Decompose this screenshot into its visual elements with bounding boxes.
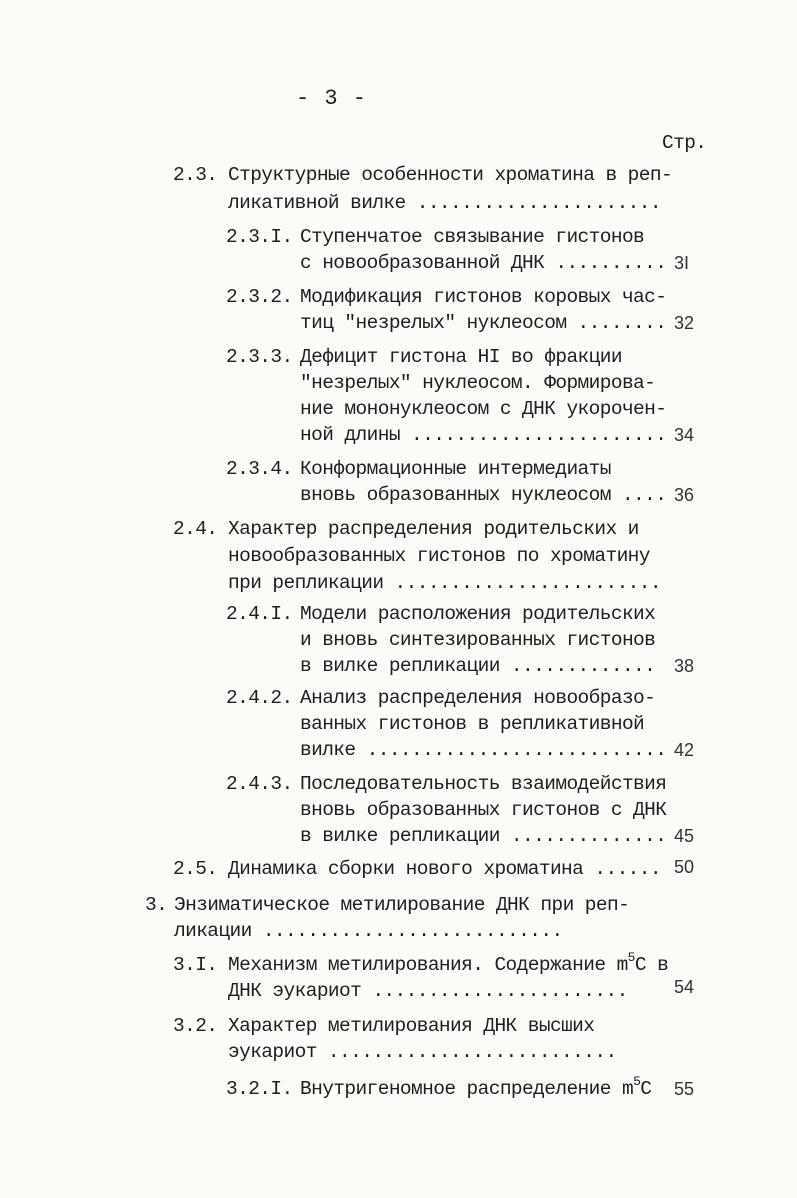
toc-entry-line: Ступенчатое связывание гистонов	[300, 226, 645, 248]
toc-entry-number: 2.3.2.	[226, 286, 293, 308]
toc-entry-line: Динамика сборки нового хроматина ......	[228, 858, 661, 880]
toc-entry-line-text: Внутригеномное распределение m	[300, 1078, 634, 1100]
toc-entry-line: Структурные особенности хроматина в реп-	[228, 164, 673, 186]
superscript: 5	[627, 949, 635, 965]
toc-page-number: 38	[674, 656, 695, 676]
toc-page-number: 50	[674, 857, 695, 877]
toc-entry-line: Характер метилирования ДНК высших	[228, 1015, 595, 1037]
superscript: 5	[633, 1073, 641, 1089]
toc-entry-line: "незрелых" нуклеосом. Формирова-	[300, 372, 656, 394]
toc-entry-line: Энзиматическое метилирование ДНК при реп-	[174, 894, 630, 916]
toc-entry-number: 2.3.I.	[226, 226, 293, 248]
toc-page-number: 32	[674, 313, 695, 333]
toc-page-number: 54	[674, 977, 695, 997]
toc-entry-number: 2.4.	[173, 518, 218, 540]
toc-entry-number: 3.I.	[173, 954, 218, 976]
toc-entry-number: 2.4.2.	[226, 687, 293, 709]
toc-entry-line: в вилке репликации ..............	[300, 825, 667, 847]
toc-entry-line: ликации ...........................	[174, 920, 563, 942]
toc-entry-line: эукариот ..........................	[228, 1041, 617, 1063]
toc-entry-line: ДНК эукариот .......................	[228, 980, 628, 1002]
toc-entry-line: новообразованных гистонов по хроматину	[228, 545, 650, 567]
toc-entry-line	[300, 1073, 652, 1102]
toc-entry-line: вилке ...........................	[300, 739, 667, 761]
toc-entry-line: и вновь синтезированных гистонов	[300, 629, 656, 651]
toc-entry-number: 2.4.I.	[226, 603, 293, 625]
toc-entry-line: тиц "незрелых" нуклеосом ........	[300, 312, 667, 334]
toc-entry-line: Конформационные интермедиаты	[300, 458, 611, 480]
toc-entry-line-tail: C	[640, 1078, 652, 1100]
page-number: - 3 -	[296, 86, 368, 111]
toc-entry-number: 3.	[145, 894, 168, 916]
toc-entry-number: 2.4.3.	[226, 773, 293, 795]
toc-entry-line: Дефицит гистона HI во фракции	[300, 346, 622, 368]
page-column-header: Стр.	[662, 132, 707, 154]
toc-entry-line: Модификация гистонов коровых час-	[300, 286, 667, 308]
toc-entry-number: 2.3.3.	[226, 346, 293, 368]
toc-entry-number: 2.3.	[173, 164, 218, 186]
toc-page-number: 34	[674, 425, 695, 445]
toc-entry-line: Анализ распределения новообразо-	[300, 687, 656, 709]
toc-entry-line: в вилке репликации .............	[300, 655, 656, 677]
toc-entry-line: вновь образованных гистонов с ДНК	[300, 799, 667, 821]
toc-entry-line: Модели расположения родительских	[300, 603, 656, 625]
toc-entry-number: 3.2.	[173, 1015, 218, 1037]
toc-page-number: 45	[674, 826, 695, 846]
toc-entry-line-text: Механизм метилирования. Содержание m	[228, 954, 628, 976]
toc-page-number: 55	[674, 1079, 695, 1099]
toc-page-number: 3I	[674, 253, 690, 273]
toc-entry-line: ликативной вилке ......................	[228, 192, 661, 214]
toc-page-number: 42	[674, 740, 695, 760]
toc-entry-line	[228, 949, 669, 978]
toc-entry-number: 2.3.4.	[226, 458, 293, 480]
toc-entry-line: Последовательность взаимодействия	[300, 773, 667, 795]
toc-entry-number: 3.2.I.	[226, 1078, 293, 1100]
toc-entry-line-tail: C в	[634, 954, 669, 976]
toc-entry-line: с новообразованной ДНК ..........	[300, 252, 667, 274]
toc-entry-line: ние мононуклеосом с ДНК укорочен-	[300, 398, 667, 420]
toc-entry-number: 2.5.	[173, 858, 218, 880]
toc-entry-line: ванных гистонов в репликативной	[300, 713, 645, 735]
toc-page-number: 36	[674, 485, 695, 505]
toc-entry-line: вновь образованных нуклеосом ....	[300, 484, 667, 506]
toc-entry-line: Характер распределения родительских и	[228, 518, 639, 540]
toc-entry-line: при репликации ........................	[228, 572, 661, 594]
toc-entry-line: ной длины .......................	[300, 424, 667, 446]
